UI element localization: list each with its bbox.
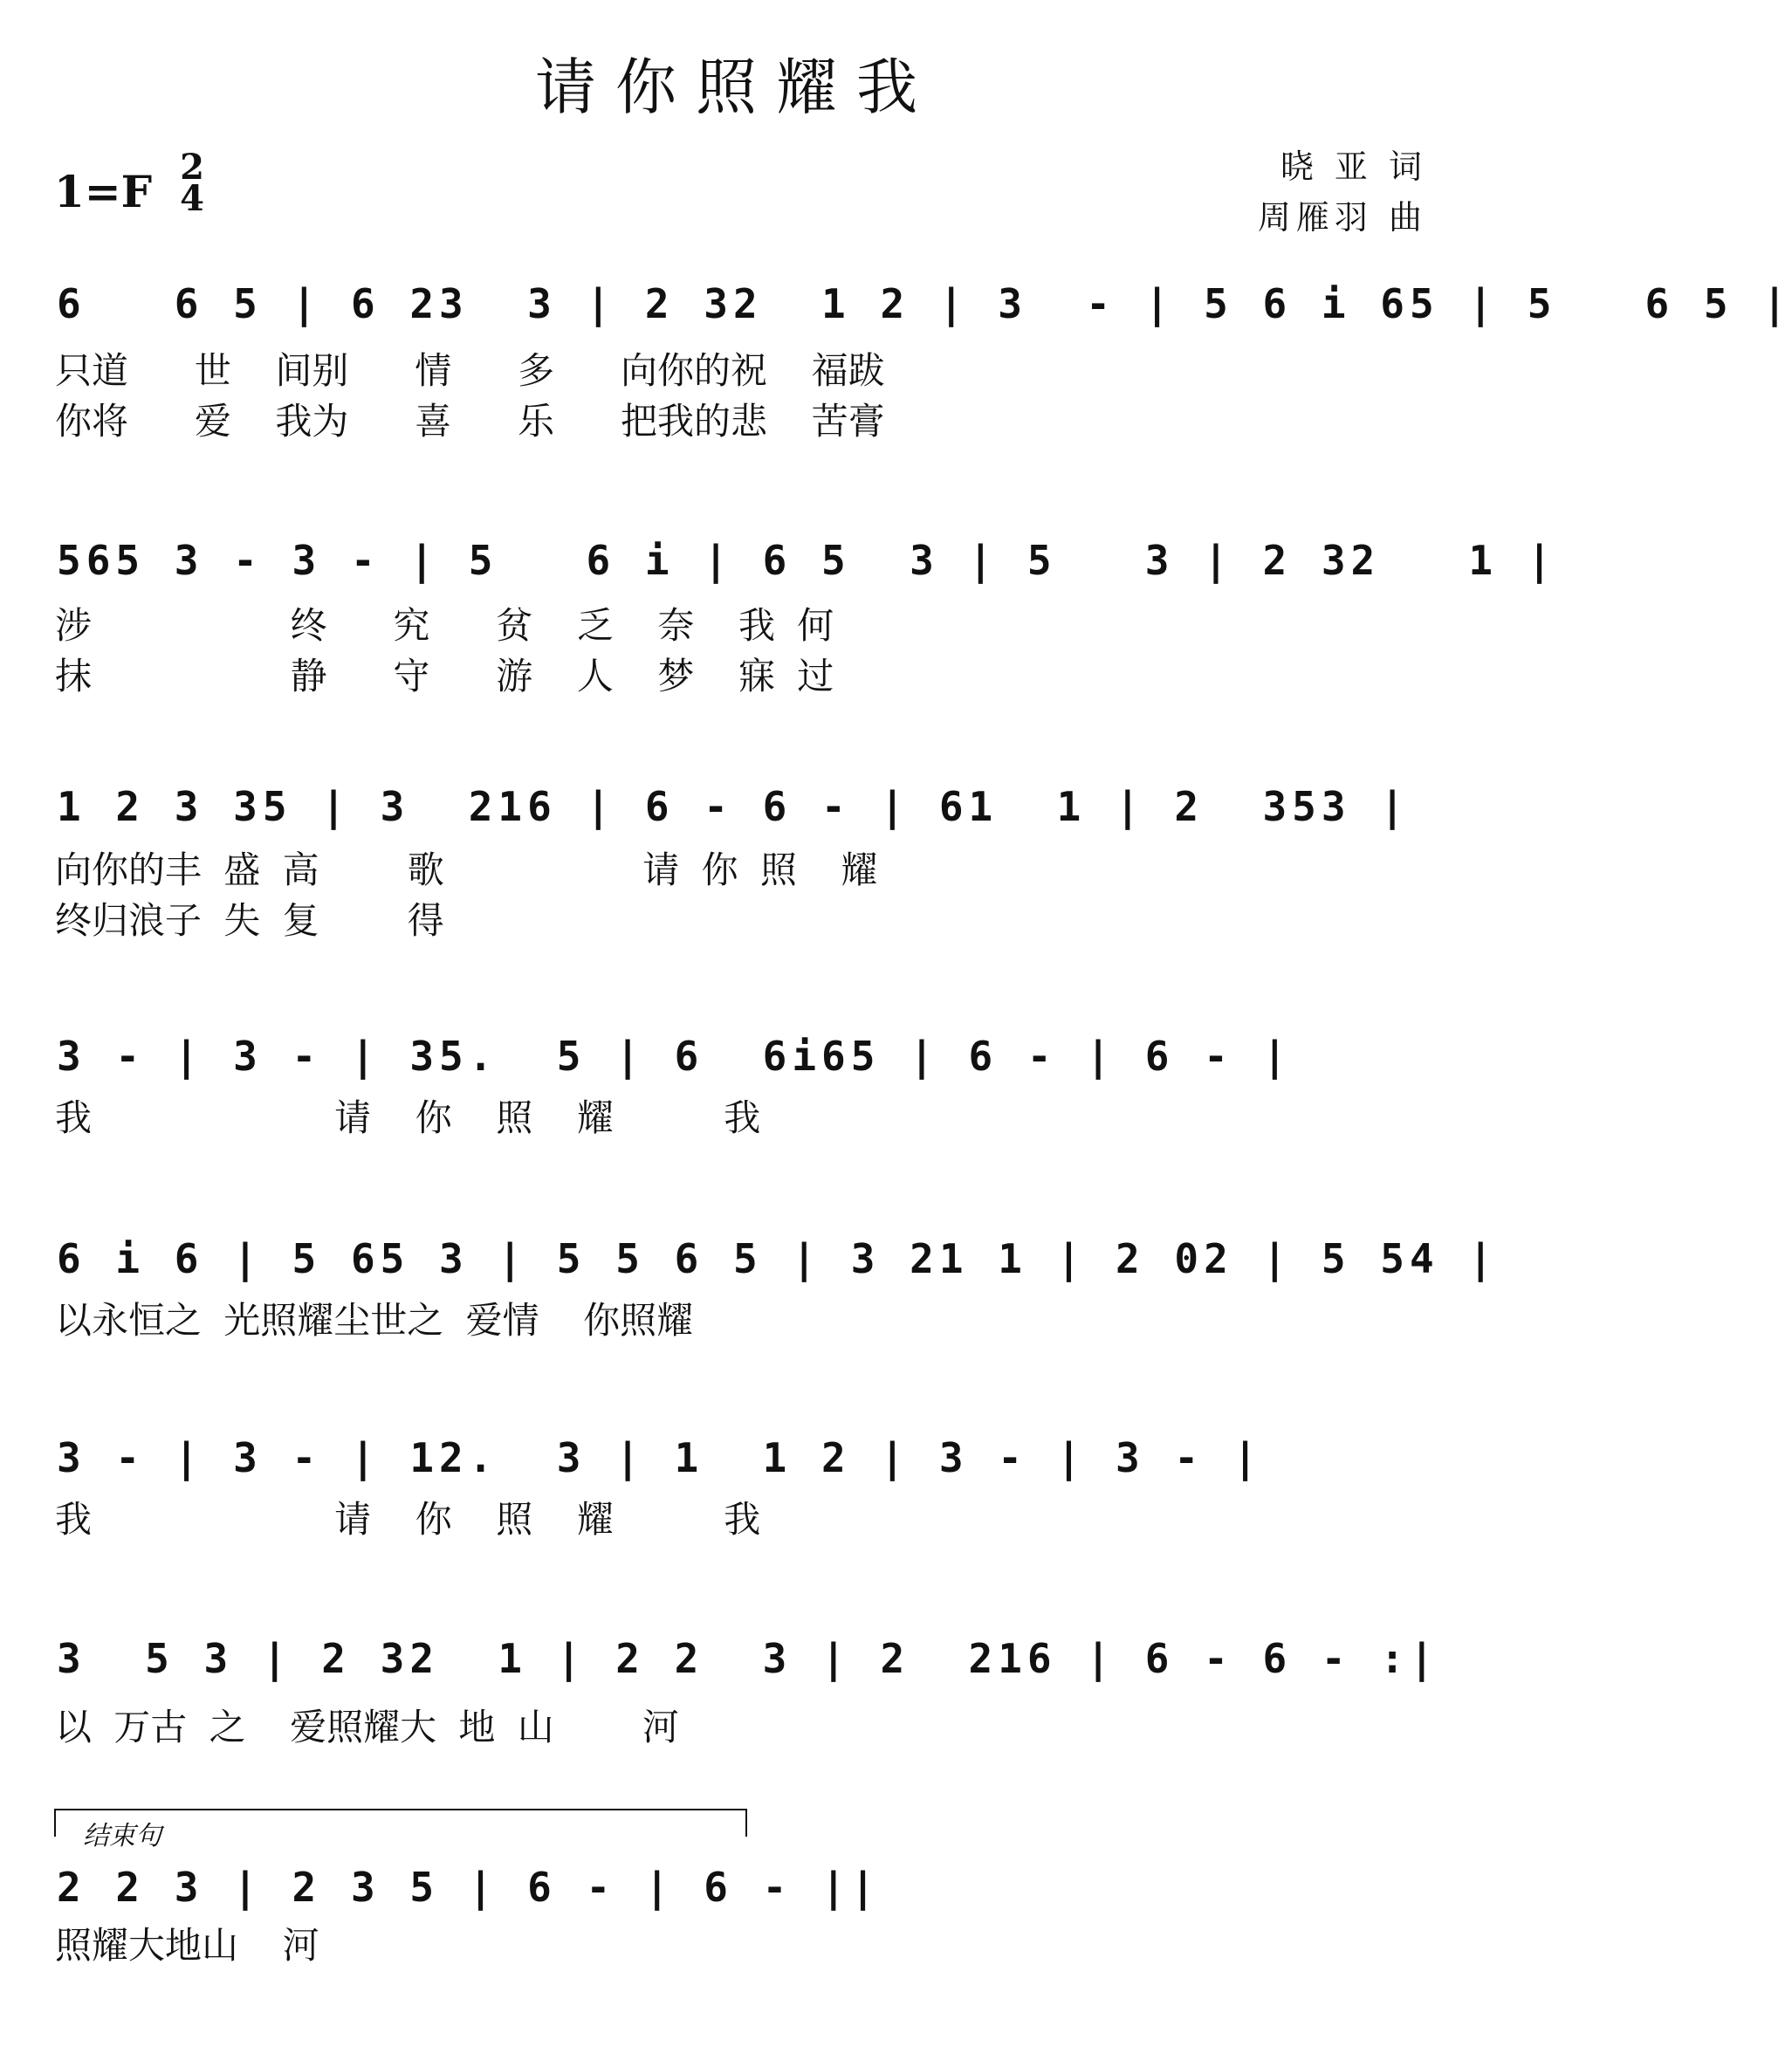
lyrics-row-7-verse-1: 以 万古 之 爱照耀大 地 山 河 [55, 1706, 679, 1748]
lyrics-row-6-verse-1: 我 请 你 照 耀 我 [55, 1498, 761, 1541]
notes-row-8: 2 2 3 | 2 3 5 | 6 - | 6 - || [57, 1864, 881, 1911]
notes-row-7: 3 5 3 | 2 32 1 | 2 2 3 | 2 216 | 6 - 6 - :| [57, 1635, 1439, 1682]
composer-credit: 周雁羽 曲 [1257, 198, 1427, 237]
score-row-4 [48, 1030, 1427, 1178]
score-row-5 [48, 1233, 1499, 1381]
lyrics-row-4-verse-1: 我 请 你 照 耀 我 [55, 1096, 761, 1139]
lyrics-row-5-verse-1: 以永恒之 光照耀尘世之 爱情 你照耀 [55, 1299, 694, 1342]
lyrics-row-3-verse-1: 向你的丰 盛 高 歌 请 你 照 耀 [55, 848, 878, 891]
lyrics-row-1-verse-2: 你将 爱 我为 喜 乐 把我的悲 苦膏 [55, 400, 885, 443]
notes-row-5: 6 i 6 | 5 65 3 | 5 5 6 5 | 3 21 1 | 2 02 | 5 54 | [57, 1235, 1499, 1282]
time-signature-bottom: 4 [180, 178, 204, 219]
lyrics-row-2-verse-1: 涉 终 究 贫 乏 奈 我 何 [55, 604, 834, 647]
lyricist-credit: 晓 亚 词 [1280, 148, 1427, 186]
notes-row-2: 565 3 - 3 - | 5 6 i | 6 5 3 | 5 3 | 2 32 1 | [57, 537, 1557, 584]
score-row-6 [48, 1432, 1427, 1580]
notes-row-4: 3 - | 3 - | 35. 5 | 6 6i65 | 6 - | 6 - | [57, 1033, 1293, 1080]
score-row-1 [48, 278, 1792, 443]
lyrics-row-1-verse-1: 只道 世 间别 情 多 向你的祝 福跋 [55, 349, 885, 392]
score-row-7 [48, 1632, 1439, 1781]
time-signature [175, 147, 209, 219]
lyrics-row-2-verse-2: 抹 静 守 游 人 梦 寐 过 [55, 655, 834, 697]
time-signature-top: 2 [180, 147, 204, 188]
notes-row-6: 3 - | 3 - | 12. 3 | 1 1 2 | 3 - | 3 - | [57, 1434, 1263, 1481]
score-row-2 [48, 534, 1557, 697]
credits [1218, 141, 1427, 243]
lyrics-row-8-verse-1: 照耀大地山 河 [55, 1924, 319, 1967]
notes-row-1: 6 6 5 | 6 23 3 | 2 32 1 2 | 3 - | 5 6 i 65 | 5 6 5 | [57, 280, 1792, 327]
notes-row-3: 1 2 3 35 | 3 216 | 6 - 6 - | 61 1 | 2 353 | [57, 783, 1410, 830]
ending-label: 结束句 [83, 1821, 161, 1851]
score-title: 请你照耀我 [535, 52, 937, 123]
score-row-8 [48, 1861, 1427, 2009]
key-signature: 1=F [54, 166, 153, 217]
lyrics-row-3-verse-2: 终归浪子 失 复 得 [55, 899, 444, 942]
score-row-3 [48, 780, 1427, 942]
